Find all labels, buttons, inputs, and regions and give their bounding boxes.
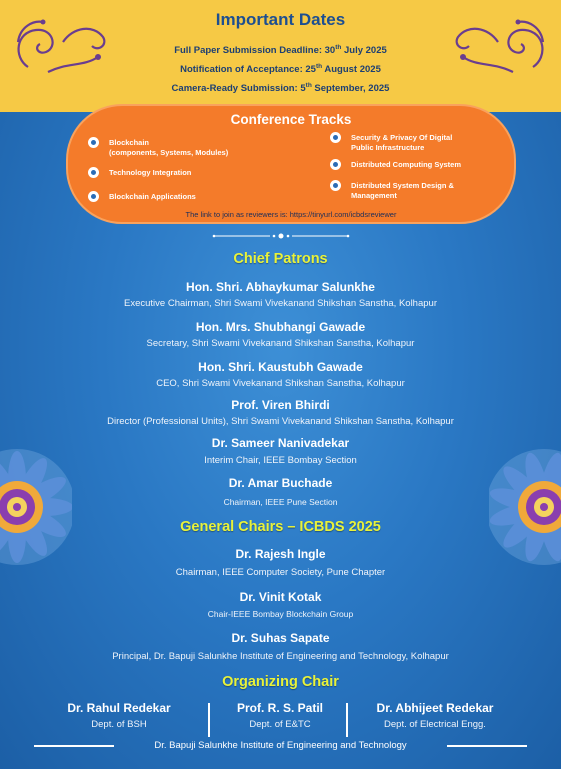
patron-name: Hon. Shri. Abhaykumar Salunkhe	[186, 280, 375, 294]
organizer-name: Dr. Abhijeet Redekar	[376, 701, 494, 715]
column-separator	[346, 703, 348, 737]
institute-footer: Dr. Bapuji Salunkhe Institute of Engineering and Technology	[154, 740, 407, 751]
patron-role: Secretary, Shri Swami Vivekanand Shikshan Sanstha, Kolhapur	[146, 338, 415, 349]
conference-tracks-panel	[66, 104, 516, 224]
bullet-icon	[88, 167, 99, 178]
patron-name: Hon. Mrs. Shubhangi Gawade	[195, 320, 366, 334]
organizing-chair-member	[34, 701, 204, 730]
conference-tracks-title: Conference Tracks	[230, 112, 352, 127]
patron-name: Hon. Shri. Kaustubh Gawade	[198, 360, 363, 374]
chief-patrons-heading: Chief Patrons	[233, 251, 328, 267]
chair-role: Chair-IEEE Bombay Blockchain Group	[207, 609, 354, 619]
patron-name: Prof. Viren Bhirdi	[231, 398, 330, 412]
track-item: Distributed System Design & Management	[330, 181, 454, 201]
chair-role: Chairman, IEEE Computer Society, Pune Chapter	[175, 567, 386, 578]
patron-role: Director (Professional Units), Shri Swami Vivekanand Shikshan Sanstha, Kolhapur	[107, 416, 454, 427]
patron-role: Interim Chair, IEEE Bombay Section	[204, 455, 357, 466]
patron-role: Chairman, IEEE Pune Section	[223, 497, 338, 507]
chair-name: Dr. Rajesh Ingle	[235, 547, 326, 561]
track-item: Distributed Computing System	[330, 160, 461, 170]
important-dates-title: Important Dates	[215, 10, 346, 29]
bullet-icon	[330, 132, 341, 143]
chair-name: Dr. Suhas Sapate	[231, 631, 330, 645]
patron-role: CEO, Shri Swami Vivekanand Shikshan Sanstha, Kolhapur	[156, 378, 405, 389]
date-line-paper-deadline: Full Paper Submission Deadline: 30th July 2025	[174, 44, 387, 57]
organizer-dept: Dept. of Electrical Engg.	[384, 719, 486, 730]
reviewer-link[interactable]: The link to join as reviewers is: https://tinyurl.com/icbdsreviewer	[185, 210, 397, 219]
bullet-icon	[88, 191, 99, 202]
track-item: Blockchain Applications	[88, 192, 196, 202]
organizer-dept: Dept. of E&TC	[249, 719, 311, 730]
general-chairs-heading: General Chairs – ICBDS 2025	[180, 519, 381, 535]
ornament-divider-icon	[212, 231, 350, 241]
bullet-icon	[88, 137, 99, 148]
important-dates-banner	[0, 0, 561, 112]
organizing-chair-member	[195, 701, 365, 730]
patron-role: Executive Chairman, Shri Swami Vivekanand Shikshan Sanstha, Kolhapur	[124, 298, 437, 309]
chair-name: Dr. Vinit Kotak	[239, 590, 322, 604]
date-line-camera-ready: Camera-Ready Submission: 5th September, 2025	[171, 82, 390, 95]
date-line-notification: Notification of Acceptance: 25th August 2025	[180, 63, 381, 76]
organizer-name: Prof. R. S. Patil	[236, 701, 323, 715]
track-item: Security & Privacy Of Digital Public Infrastructure	[330, 133, 452, 153]
bullet-icon	[330, 180, 341, 191]
organizing-chair-member	[350, 701, 520, 730]
patron-name: Dr. Sameer Nanivadekar	[211, 436, 350, 450]
track-item: Blockchain (components, Systems, Modules)	[88, 138, 228, 158]
patron-name: Dr. Amar Buchade	[228, 476, 333, 490]
organizer-name: Dr. Rahul Redekar	[67, 701, 171, 715]
organizing-chair-heading: Organizing Chair	[222, 674, 339, 690]
chair-role: Principal, Dr. Bapuji Salunkhe Institute of Engineering and Technology, Kolhapur	[112, 651, 449, 662]
organizer-dept: Dept. of BSH	[91, 719, 147, 730]
bullet-icon	[330, 159, 341, 170]
track-item: Technology Integration	[88, 168, 191, 178]
